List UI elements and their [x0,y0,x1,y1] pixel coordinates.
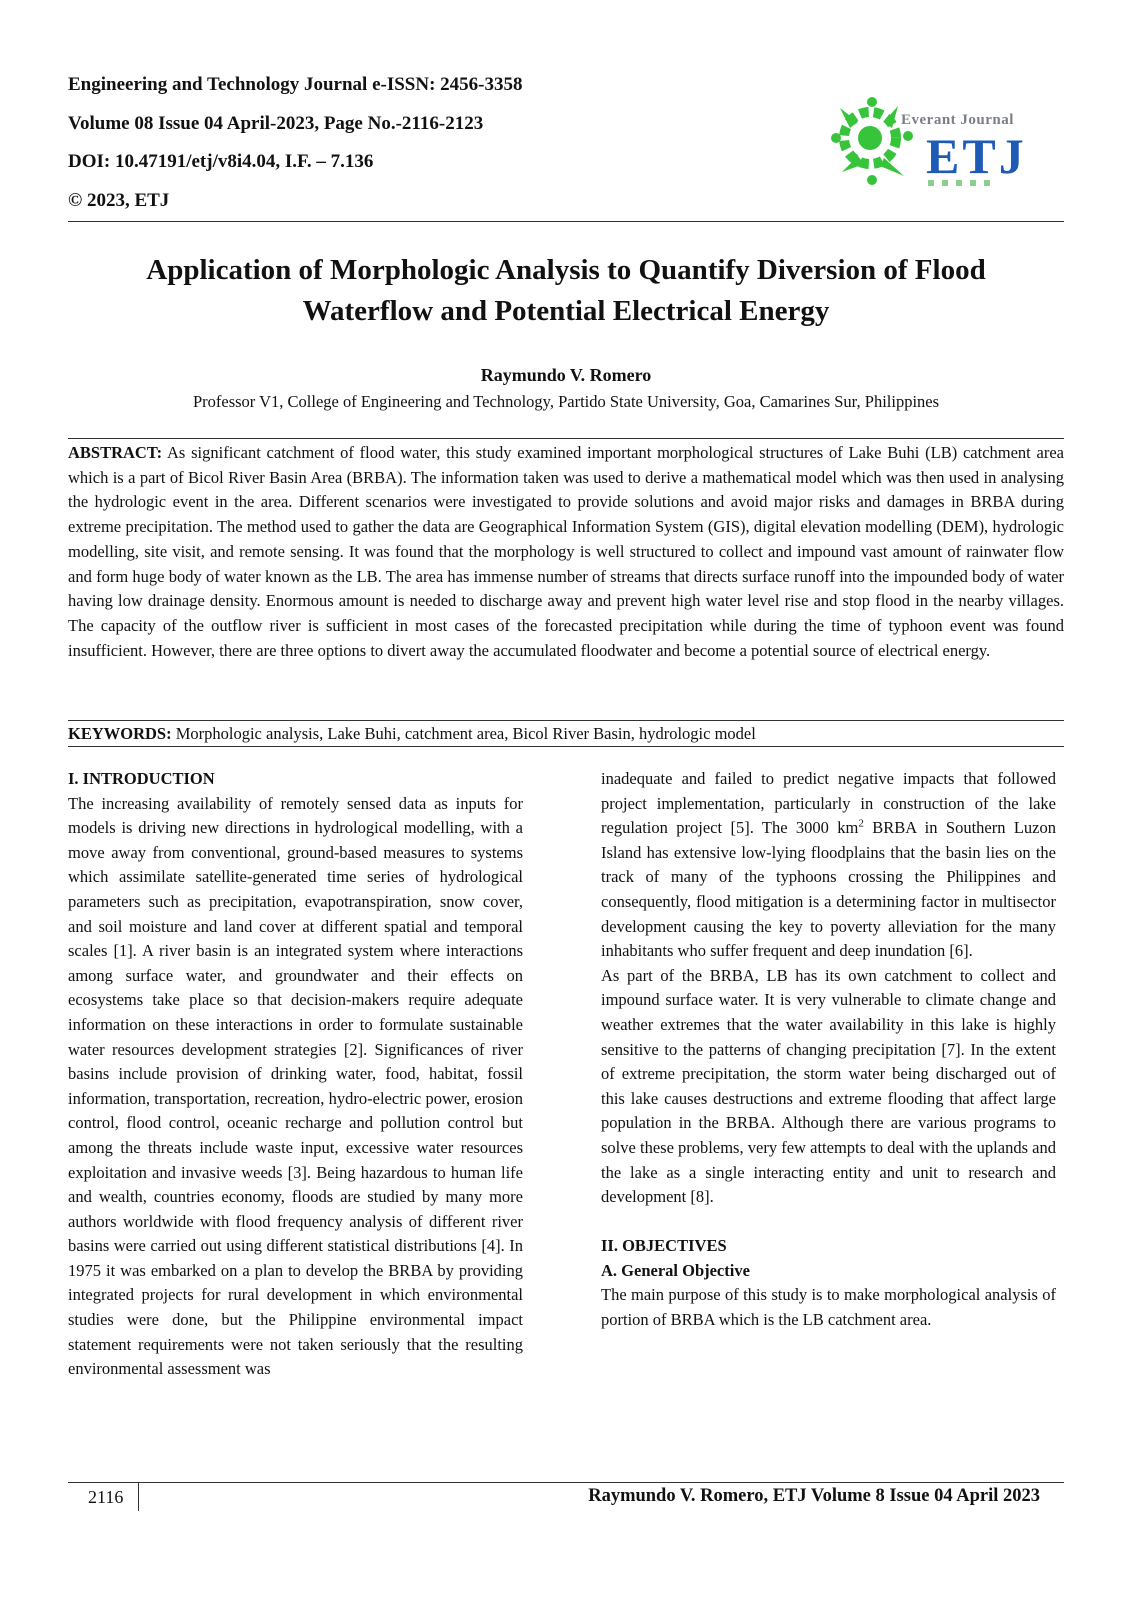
footer-divider [138,1483,139,1511]
copyright-info: © 2023, ETJ [68,189,170,211]
volume-info: Volume 08 Issue 04 April-2023, Page No.-2116-2123 [68,112,484,134]
introduction-paragraph-2: As part of the BRBA, LB has its own catchment to collect and impound surface water. It is very vulnerable to climate change and weather extremes that the water availability in this lake is highly sensitive to the patterns of changing precipitation [7]. In the extent of extreme precipitation, the storm water being discharged out of this lake causes destructions and extreme flooding that affect large population in the BRBA. Although there are various programs to solve these problems, very few attempts to deal with the uplands and the lake as a single interacting entity and unit to research and development [8]. [601,965,1056,1207]
keywords [68,722,1064,746]
km-squared-superscript: 2 [858,817,864,830]
general-objective-heading: A. General Objective [601,1260,750,1280]
intro-cont-text-a: inadequate and failed to predict negative impacts that followed project implementation, particularly in construction of the lake regulation project [5]. The 3000 km [601,769,1056,838]
title-line-1: Application of Morphologic Analysis to Quantify Diversion of Flood [146,254,986,286]
abstract-label: ABSTRACT: [68,443,163,462]
header-rule [68,221,1064,222]
title-line-2: Waterflow and Potential Electrical Energy [302,295,830,327]
logo-text: Everant Journal [901,112,1014,128]
keywords-text: Morphologic analysis, Lake Buhi, catchment area, Bicol River Basin, hydrologic model [175,724,756,743]
doi-info: DOI: 10.47191/etj/v8i4.04, I.F. – 7.136 [68,151,374,172]
author-name: Raymundo V. Romero [480,365,652,385]
abstract-text: As significant catchment of flood water, this study examined important morphological structures of Lake Buhi (LB) catchment area which is a part of Bicol River Basin Area (BRBA). The information taken was used to derive a mathematical model which was then used in analysing the hydrologic event in the area. Different scenarios were investigated to provide solutions and avoid major risks and damages in BRBA during extreme precipitation. The method used to gather the data are Geographical Information System (GIS), digital elevation modelling (DEM), hydrologic modelling, site visit, and remote sensing. It was found that the morphology is well structured to collect and impound vast amount of rainwater flow and form huge body of water known as the LB. The area has immense number of streams that directs surface runoff into the impounded body of water having low drainage density. Enormous amount is needed to discharge away and prevent high water level rise and stop flood in the nearby villages. The capacity of the outflow river is sufficient in most cases of the forecasted precipitation while during the time of typhoon event was found insufficient. However, there are three options to divert away the accumulated floodwater and become a potential source of electrical energy. [68,443,1065,660]
introduction-paragraph-1: The increasing availability of remotely sensed data as inputs for models is driving new directions in hydrological modelling, with a move away from conventional, ground-based measures to systems which assimilate satellite-generated time series of hydrological parameters such as precipitation, evapotranspiration, snow cover, and soil moisture and land cover at different spatial and temporal scales [1]. A river basin is an integrated system where interactions among surface water, and groundwater and their effects on ecosystems take place so that decision-makers require adequate information on these interactions in order to formulate sustainable water resources development strategies [2]. Significances of river basins include provision of drinking water, food, habitat, fossil information, transportation, recreation, hydro-electric power, erosion control, flood control, oceanic recharge and pollution control but among the threats include waste input, excessive water resources exploitation and invasive weeds [3]. Being hazardous to human life and wealth, countries economy, floods are studied by many more authors worldwide with flood frequency analysis of different river basins were carried out using different statistical distributions [4]. In 1975 it was embarked on a plan to develop the BRBA by providing integrated projects for rural development in which environmental studies were done, but the Philippine environmental impact statement requirements were not taken seriously that the resulting environmental assessment was [68,793,523,1379]
footer-citation: Raymundo V. Romero, ETJ Volume 8 Issue 04 April 2023 [588,1486,1040,1506]
logo-letters: ETJ [926,128,1027,184]
introduction-heading: I. INTRODUCTION [68,769,215,788]
general-objective-text: The main purpose of this study is to make morphological analysis of portion of BRBA which is the LB catchment area. [601,1285,1056,1330]
section-gap [601,1210,1056,1235]
author-affiliation: Professor V1, College of Engineering and Technology, Partido State University, Goa, Camarines Sur, Philippines [192,392,940,411]
footer-rule [68,1482,1064,1483]
journal-name: Engineering and Technology Journal e-ISSN: 2456-3358 [68,74,523,95]
page-number: 2116 [88,1487,124,1507]
intro-cont-text-b: BRBA in Southern Luzon Island has extensive low-lying floodplains that the basin lies on the track of many of the typhoons crossing the Philippines and consequently, flood mitigation is a determining factor in multisector development causing the key to poverty alleviation for the many inhabitants who suffer frequent and deep inundation [6]. [601,818,1057,961]
abstract [68,441,1064,663]
left-column [68,767,523,1382]
right-column [601,767,1056,1333]
etj-logo [828,88,1048,200]
introduction-paragraph-1-continued [601,767,1056,964]
paper-title [68,250,1064,332]
abstract-top-rule [68,438,1064,439]
keywords-label: KEYWORDS: [68,724,172,743]
objectives-heading: II. OBJECTIVES [601,1236,727,1256]
keywords-top-rule [68,720,1064,721]
keywords-bottom-rule [68,746,1064,747]
journal-masthead [68,66,628,220]
